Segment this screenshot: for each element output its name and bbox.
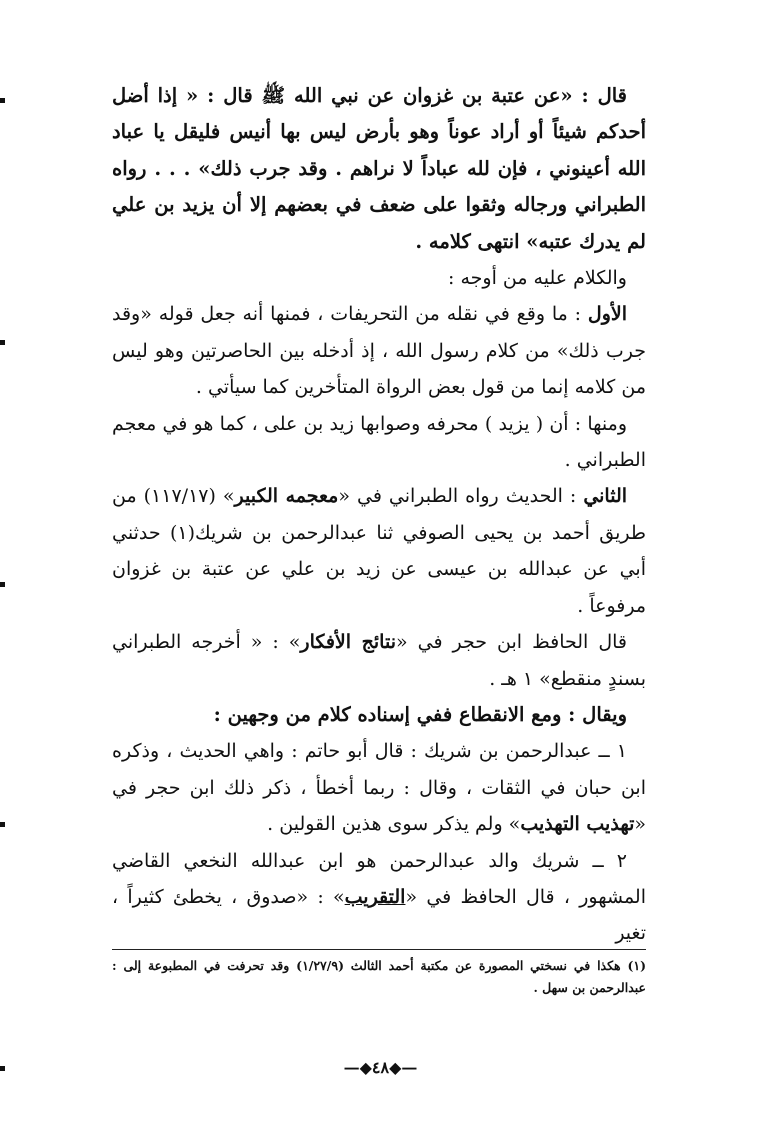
book-title: نتائج الأفكار	[300, 631, 396, 654]
text-run: ١ ــ عبدالرحمن بن شريك : قال أبو حاتم : واهي الحديث ، وذكره ابن حبان في الثقات ، وقال : ربما أخطأ ، ذكر ذلك ابن حجر في «	[112, 740, 646, 836]
page-number: —◆٤٨◆—	[343, 1058, 418, 1077]
ibn-hajar-paragraph	[112, 624, 646, 697]
page-number-value: ٤٨	[371, 1058, 390, 1077]
main-text	[112, 78, 646, 952]
point-one-paragraph	[112, 733, 646, 842]
text-run: : ومع الانقطاع ففي إسناده كلام من وجهين :	[213, 702, 583, 726]
text-run: ومنها : أن ( يزيد ) محرفه وصوابها زيد بن على ، كما هو في معجم الطبراني .	[112, 412, 646, 472]
text-run: » : « أخرجه الطبراني بسندٍ منقطع» ١ هـ .	[112, 631, 646, 690]
correction-paragraph	[112, 406, 646, 479]
margin-mark	[0, 98, 5, 103]
heading-word: الثاني	[583, 485, 628, 508]
first-point-paragraph	[112, 296, 646, 405]
aspects-intro-paragraph	[112, 260, 646, 296]
text-run: » : «صدوق ، يخطئ كثيراً ، تغير	[112, 885, 646, 945]
heading-word: ويقال	[582, 702, 627, 726]
objection-paragraph	[112, 697, 646, 733]
footnote-divider	[112, 949, 646, 950]
footnote: (١) هكذا في نسختي المصورة عن مكتبة أحمد الثالث (١/٢٧/٩) وقد تحرفت في المطبوعة إلى : عبدالرحمن بن سهل .	[112, 958, 647, 995]
margin-mark	[0, 582, 5, 587]
book-title: تهذيب التهذيب	[520, 813, 635, 836]
text-run: : ما وقع في نقله من التحريفات ، فمنها أنه جعل قوله «وقد جرب ذلك» من كلام رسول الله ، إذ أدخله بين الحاصرتين وهو ليس من كلامه إنما من قول بعض الرواة المتأخرين كما سيأتي .	[112, 303, 646, 399]
margin-mark	[0, 340, 5, 345]
book-title: معجمه الكبير	[234, 485, 339, 508]
quoted-hadith-paragraph	[112, 78, 646, 260]
text-run: قال : «عن عتبة بن غزوان عن نبي الله ﷺ قال : « إذا أضل أحدكم شيئاً أو أراد عوناً وهو بأرض ليس بها أنيس فليقل يا عباد الله أعينوني ، فإن لله عباداً لا نراهم . وقد جرب ذلك» . . . رواه الطبراني ورجاله وثقوا على ضعف في بعضهم إلا أن يزيد بن علي لم يدرك عتبه» انتهى كلامه .	[112, 84, 646, 253]
point-two-paragraph	[112, 843, 646, 952]
text-run: قال الحافظ ابن حجر في «	[396, 631, 628, 654]
text-run: ٢ ــ شريك والد عبدالرحمن هو ابن عبدالله النخعي القاضي المشهور ، قال الحافظ في «	[112, 849, 646, 908]
text-run: » (١١٧/١٧) من طريق أحمد بن يحيى الصوفي ثنا عبدالرحمن بن شريك(١) حدثني أبي عن عبدالله بن عيسى عن زيد بن علي عن عتبة بن غزوان مرفوعاً .	[112, 485, 646, 617]
margin-mark	[0, 1066, 5, 1071]
text-run: » ولم يذكر سوى هذين القولين .	[267, 813, 521, 836]
book-title: التقريب	[344, 885, 406, 908]
text-run: والكلام عليه من أوجه :	[448, 267, 627, 290]
margin-mark	[0, 822, 5, 827]
text-run: : الحديث رواه الطبراني في «	[338, 485, 584, 508]
heading-word: الأول	[587, 303, 627, 326]
second-point-paragraph	[112, 478, 646, 624]
